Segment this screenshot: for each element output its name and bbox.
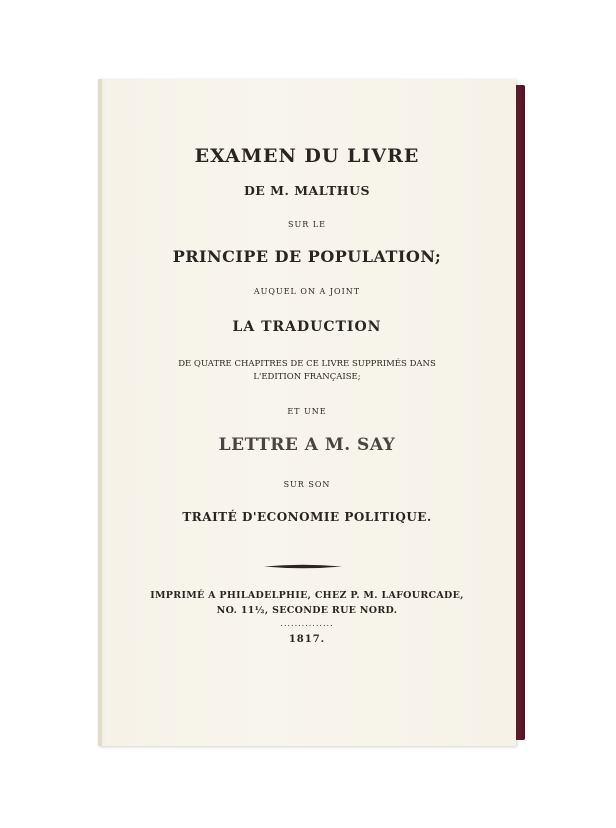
chapitres-line-1: DE QUATRE CHAPITRES DE CE LIVRE SUPPRIMÉS DANS	[178, 359, 436, 369]
publication-year: 1817.	[288, 634, 326, 645]
lettre-line: LETTRE A M. SAY	[218, 435, 396, 455]
dotted-separator: ...............	[280, 619, 334, 628]
sur-son-line: SUR SON	[283, 480, 331, 489]
imprint-line-1: IMPRIMÉ A PHILADELPHIE, CHEZ P. M. LAFOURCADE,	[150, 590, 464, 601]
ornamental-rule	[264, 564, 342, 569]
sur-le-line: SUR LE	[288, 220, 326, 229]
book-title: EXAMEN DU LIVRE	[194, 145, 420, 167]
et-une-line: ET UNE	[287, 407, 327, 416]
title-page	[98, 79, 516, 746]
subject-line: PRINCIPE DE POPULATION;	[172, 247, 442, 266]
traduction-line: LA TRADUCTION	[232, 319, 382, 335]
author-line: DE M. MALTHUS	[243, 183, 371, 198]
traite-line: TRAITÉ D'ECONOMIE POLITIQUE.	[182, 510, 432, 524]
book	[98, 79, 528, 746]
imprint-line-2: NO. 11½, SECONDE RUE NORD.	[216, 605, 398, 616]
chapitres-line-2: L'EDITION FRANÇAISE;	[253, 372, 361, 382]
auquel-line: AUQUEL ON A JOINT	[253, 287, 361, 296]
